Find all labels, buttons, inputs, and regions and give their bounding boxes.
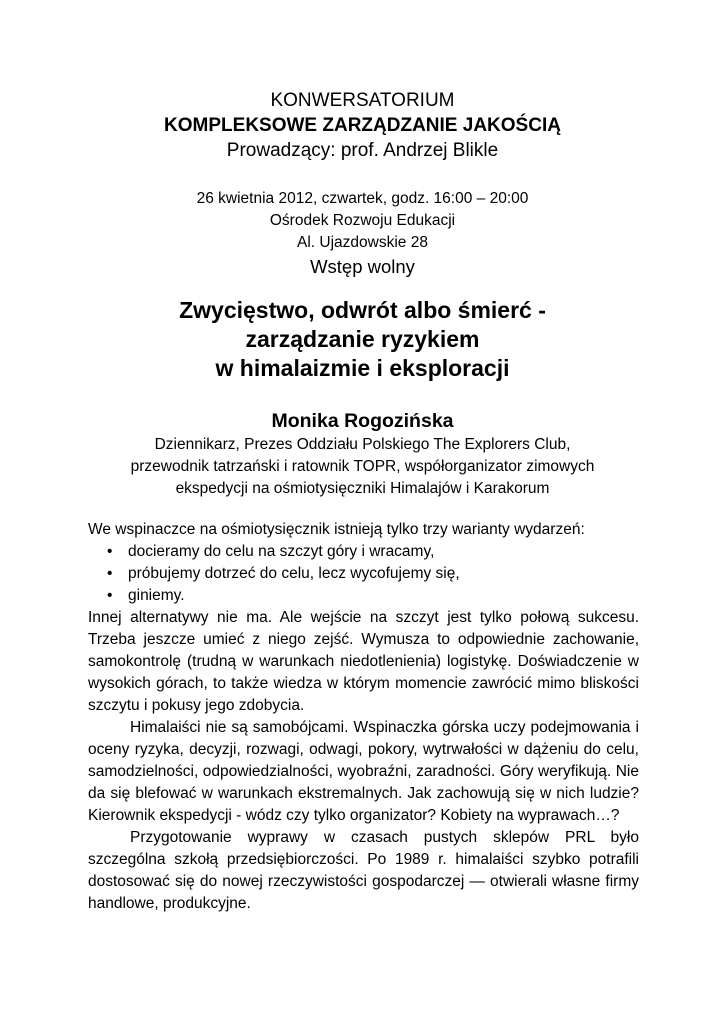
list-item-text: próbujemy dotrzeć do celu, lecz wycofujemy się, <box>128 565 460 582</box>
speaker-bio-line: Dziennikarz, Prezes Oddziału Polskiego The Explorers Club, <box>154 436 571 453</box>
intro-paragraph: We wspinaczce na ośmiotysięcznik istnieją tylko trzy warianty wydarzeń: <box>88 521 585 538</box>
event-details <box>0 188 725 280</box>
speaker-bio <box>0 434 725 500</box>
talk-title <box>0 296 725 383</box>
event-place: Ośrodek Rozwoju Edukacji <box>269 212 456 229</box>
speaker-bio-line: przewodnik tatrzański i ratownik TOPR, współorganizator zimowych <box>130 458 595 475</box>
header-konwersatorium: KONWERSATORIUM <box>270 90 455 111</box>
paragraph-3: Przygotowanie wyprawy w czasach pustych sklepów PRL było szczególna szkołą przedsiębiorczości. Po 1989 r. himalaiści szybko potrafili dostosować się do nowej rzeczywistości gospodarczej — otwierali własne firmy handlowe, produkcyjne. <box>88 829 639 912</box>
event-entry: Wstęp wolny <box>310 256 415 277</box>
talk-title-line: zarządzanie ryzykiem <box>245 326 480 352</box>
talk-title-line: Zwycięstwo, odwrót albo śmierć - <box>179 297 546 323</box>
event-date: 26 kwietnia 2012, czwartek, godz. 16:00 – 20:00 <box>196 190 529 207</box>
paragraph-2: Himalaiści nie są samobójcami. Wspinaczka górska uczy podejmowania i oceny ryzyka, decyzji, rozwagi, odwagi, pokory, wytrwałości w dążeniu do celu, samodzielności, odpowiedzialności, wyobraźni, zaradności. Góry weryfikują. Nie da się blefować w warunkach ekstremalnych. Jak zachowują się w nich ludzie? Kierownik ekspedycji - wódz czy tylko organizator? Kobiety na wyprawach…? <box>88 719 639 824</box>
bullet-icon: • <box>107 543 113 560</box>
speaker-name: Monika Rogozińska <box>271 410 454 432</box>
list-item <box>88 563 639 585</box>
list-item-text: docieramy do celu na szczyt góry i wracamy, <box>128 543 435 560</box>
list-item-text: giniemy. <box>128 587 185 604</box>
bullet-icon: • <box>107 587 113 604</box>
body-text <box>88 519 639 915</box>
bullet-icon: • <box>107 565 113 582</box>
header-block <box>0 88 725 163</box>
speaker-bio-line: ekspedycji na ośmiotysięczniki Himalajów i Karakorum <box>175 480 550 497</box>
talk-title-line: w himalaizmie i eksploracji <box>215 355 510 381</box>
header-series-title: KOMPLEKSOWE ZARZĄDZANIE JAKOŚCIĄ <box>164 115 561 136</box>
event-address: Al. Ujazdowskie 28 <box>297 234 428 251</box>
list-item <box>88 585 639 607</box>
scenario-list <box>88 541 639 607</box>
header-host: Prowadzący: prof. Andrzej Blikle <box>226 140 499 161</box>
paragraph-1: Innej alternatywy nie ma. Ale wejście na szczyt jest tylko połową sukcesu. Trzeba jeszcze umieć z niego zejść. Wymusza to odpowiednie zachowanie, samokontrolę (trudną w warunkach niedotlenienia) logistykę. Doświadczenie w wysokich górach, to także wiedza w którym momencie zawrócić mimo bliskości szczytu i pokusy jego zdobycia. <box>88 609 639 714</box>
list-item <box>88 541 639 563</box>
